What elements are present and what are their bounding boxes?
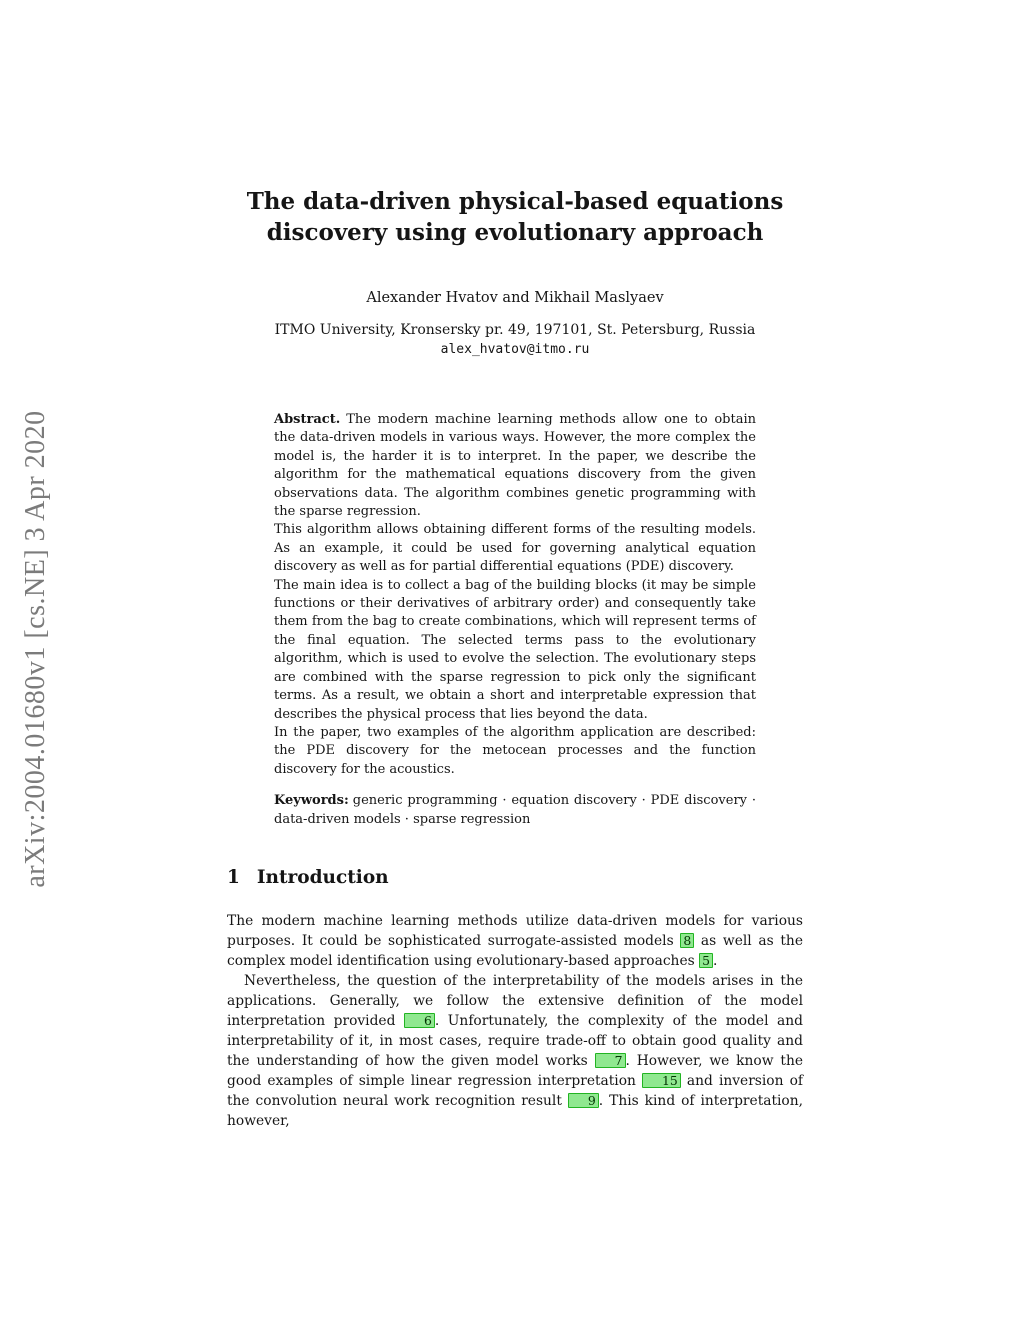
abstract-block — [274, 411, 756, 829]
body-paragraph: The modern machine learning methods utilize data-driven models for various purposes. It could be sophisticated surrogate-assisted models 8 as well as the complex model identification using evolutionary-based approaches 5 . — [227, 912, 803, 969]
keywords-line — [274, 792, 756, 829]
section-title: Introduction — [256, 866, 389, 888]
abstract-paragraph: In the paper, two examples of the algorithm application are described: the PDE discovery for the metocean processes and the function discovery for the acoustics. — [274, 724, 756, 777]
abstract-paragraph: Abstract. The modern machine learning methods allow one to obtain the data-driven models in various ways. However, the more complex the model is, the harder it is to interpret. In the paper, we describe the algorithm for the mathematical equations discovery from the given observations data. The algorithm combines genetic programming with the sparse regression. — [274, 412, 756, 520]
citation-link[interactable]: 15 — [642, 1073, 681, 1088]
paper-content — [227, 0, 803, 1131]
citation-link[interactable]: 6 — [404, 1013, 435, 1028]
body-paragraph: Nevertheless, the question of the interpretability of the models arises in the applications. Generally, we follow the extensive definition of the model interpretation provided 6 . Unfortunately, the complexity of the model and interpretability of it, in most cases, require trade-off to obtain good quality and the understanding of how the given model works 7 . However, we know the good examples of simple linear regression interpretation 15 and inversion of the convolution neural work recognition result 9 . This kind of interpretation, however, — [227, 972, 803, 1129]
citation-link[interactable]: 5 — [699, 953, 713, 968]
section-heading — [227, 867, 803, 888]
title-line: The data-driven physical-based equations — [246, 188, 784, 215]
title-line: discovery using evolutionary approach — [266, 219, 764, 246]
citation-link[interactable]: 7 — [595, 1053, 626, 1068]
paper-title — [227, 186, 803, 248]
authors-line: Alexander Hvatov and Mikhail Maslyaev — [366, 290, 664, 306]
abstract-paragraph: This algorithm allows obtaining different forms of the resulting models. As an example, it could be used for governing analytical equation discovery as well as for partial differential equations (PDE) discovery. — [274, 522, 756, 575]
abstract-label: Abstract. — [274, 412, 341, 427]
keywords-text: generic programming · equation discovery · PDE discovery · data-driven models · sparse regression — [274, 793, 756, 827]
citation-link[interactable]: 8 — [680, 933, 694, 948]
affiliation-line: ITMO University, Kronsersky pr. 49, 197101, St. Petersburg, Russia — [274, 322, 756, 338]
section-number: 1 — [227, 866, 240, 888]
keywords-label: Keywords: — [274, 793, 349, 809]
abstract-paragraphs — [274, 411, 756, 779]
arxiv-watermark: arXiv:2004.01680v1 [cs.NE] 3 Apr 2020 — [20, 410, 51, 888]
citation-link[interactable]: 9 — [568, 1093, 599, 1108]
abstract-paragraph: The main idea is to collect a bag of the building blocks (it may be simple functions or their derivatives of arbitrary order) and consequently take them from the bag to create combinations, which will represent terms of the final equation. The selected terms pass to the evolutionary algorithm, which is used to evolve the selection. The evolutionary steps are combined with the sparse regression to pick only the significant terms. As a result, we obtain a short and interpretable expression that describes the physical process that lies beyond the data. — [274, 577, 756, 722]
email-address: alex_hvatov@itmo.ru — [440, 342, 590, 357]
section-paragraphs — [227, 911, 803, 1131]
